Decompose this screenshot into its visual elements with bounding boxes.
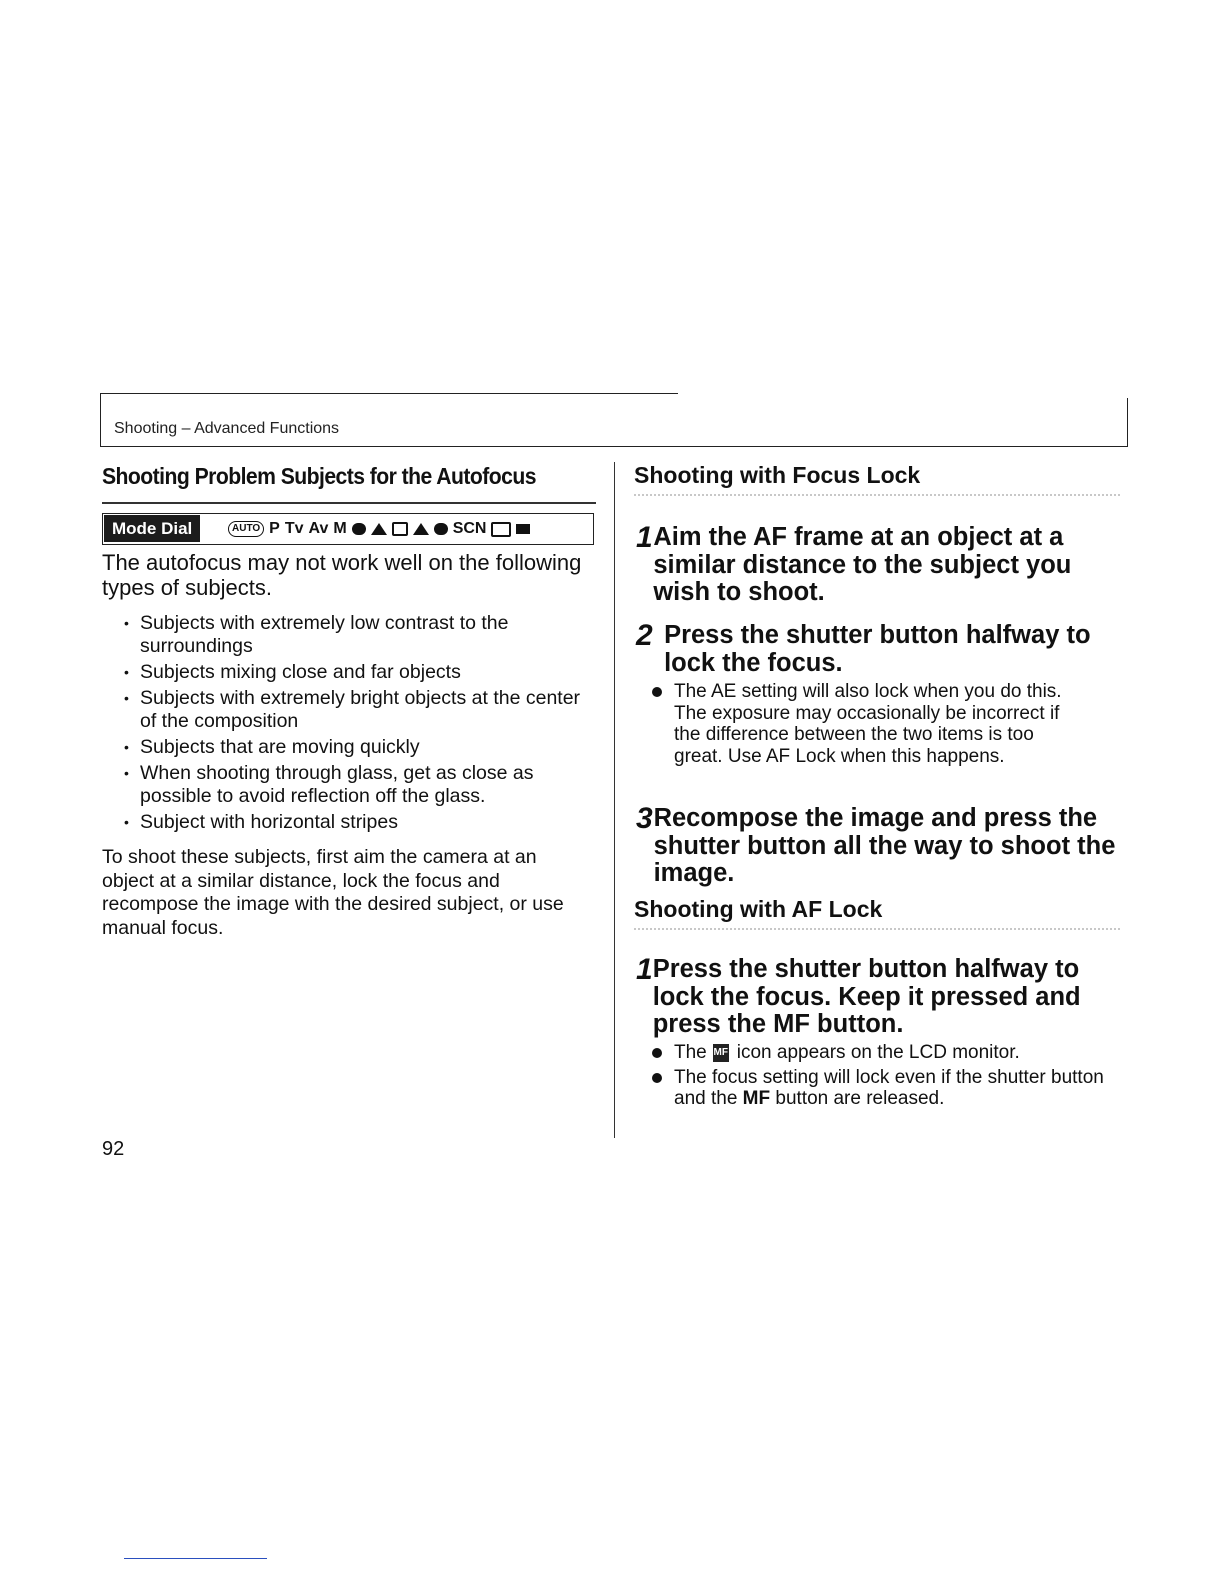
- sports-mode-icon: [413, 523, 429, 535]
- list-item: • Subject with horizontal stripes: [124, 811, 594, 834]
- list-item: • Subjects mixing close and far objects: [124, 661, 594, 684]
- step-number: 1: [636, 953, 653, 986]
- mf-button-label: MF: [742, 1088, 771, 1109]
- note-text: button are released.: [770, 1088, 945, 1109]
- note-text: icon appears on the LCD monitor.: [736, 1042, 1020, 1063]
- page-number: 92: [102, 1138, 125, 1160]
- focus-lock-notes: [652, 681, 1082, 767]
- mode-dial-icons: [228, 517, 530, 541]
- af-lock-notes: [652, 1042, 1112, 1110]
- step-number: 2: [636, 619, 653, 652]
- stitch-assist-icon: [491, 522, 511, 537]
- section-header: Shooting – Advanced Functions: [114, 420, 340, 437]
- auto-mode-icon: AUTO: [228, 521, 264, 537]
- step-text: Press the shutter button halfway to lock the focus. Keep it pressed and press the MF button.: [652, 955, 1081, 1038]
- problem-subject-list: [124, 612, 594, 837]
- list-item: • Subjects that are moving quickly: [124, 736, 594, 759]
- focus-lock-title: Shooting with Focus Lock: [634, 462, 921, 488]
- portrait-mode-icon: [352, 523, 366, 535]
- list-item: [652, 1042, 1112, 1064]
- af-lock-step-1: [636, 953, 1116, 1039]
- m-mode-icon: M: [333, 520, 347, 537]
- header-rule-left: [100, 393, 101, 447]
- header-rule-top: [100, 393, 678, 394]
- closing-paragraph: To shoot these subjects, first aim the camera at an object at a similar distance, lock the focus and recompose the image with the desired subject, or use manual focus.: [102, 846, 564, 939]
- header-rule-right: [1127, 398, 1128, 447]
- step-number: 1: [636, 521, 653, 554]
- list-item: [652, 1067, 1112, 1110]
- intro-paragraph: The autofocus may not work well on the following types of subjects.: [102, 550, 582, 600]
- step-number: 3: [636, 802, 653, 835]
- scn-mode-icon: SCN: [452, 520, 487, 537]
- av-mode-icon: Av: [308, 520, 329, 537]
- movie-mode-icon: [516, 524, 530, 534]
- af-lock-dotted-rule: [634, 928, 1120, 930]
- special-scene-icon: [434, 523, 448, 535]
- mf-icon: MF: [713, 1044, 729, 1062]
- af-lock-title: Shooting with AF Lock: [634, 896, 883, 922]
- p-mode-icon: P: [269, 520, 280, 537]
- tv-mode-icon: Tv: [284, 520, 304, 537]
- night-scene-mode-icon: [392, 522, 408, 536]
- title-rule: [102, 502, 596, 504]
- list-item: • Subjects with extremely bright objects at the center of the composition: [124, 687, 594, 733]
- note-text: The focus setting will lock even if the shutter button and the: [674, 1066, 1104, 1109]
- list-item: • Subjects with extremely low contrast to the surroundings: [124, 612, 594, 658]
- header-rule-bottom: [100, 446, 1128, 447]
- footer-rule: [124, 1558, 267, 1559]
- note-text: The: [674, 1042, 707, 1063]
- column-divider: [614, 462, 615, 1138]
- list-item: • When shooting through glass, get as close as possible to avoid reflection off the glass.: [124, 762, 594, 808]
- focus-lock-step-2: [636, 619, 1116, 677]
- step-text: Recompose the image and press the shutter button all the way to shoot the image.: [653, 804, 1116, 887]
- step-text: Press the shutter button halfway to lock the focus.: [664, 621, 1091, 677]
- left-section-title: Shooting Problem Subjects for the Autofocus: [102, 463, 536, 489]
- mode-dial-label: Mode Dial: [104, 515, 200, 542]
- landscape-mode-icon: [371, 523, 387, 535]
- list-item: The AE setting will also lock when you do this. The exposure may occasionally be incorrect if the difference between the two items is too great. Use AF Lock when this happens.: [652, 681, 1082, 767]
- step-text: Aim the AF frame at an object at a similar distance to the subject you wish to shoot.: [653, 523, 1072, 606]
- focus-lock-step-3: [636, 802, 1116, 888]
- focus-lock-step-1: [636, 521, 1116, 607]
- focus-lock-dotted-rule: [634, 494, 1120, 496]
